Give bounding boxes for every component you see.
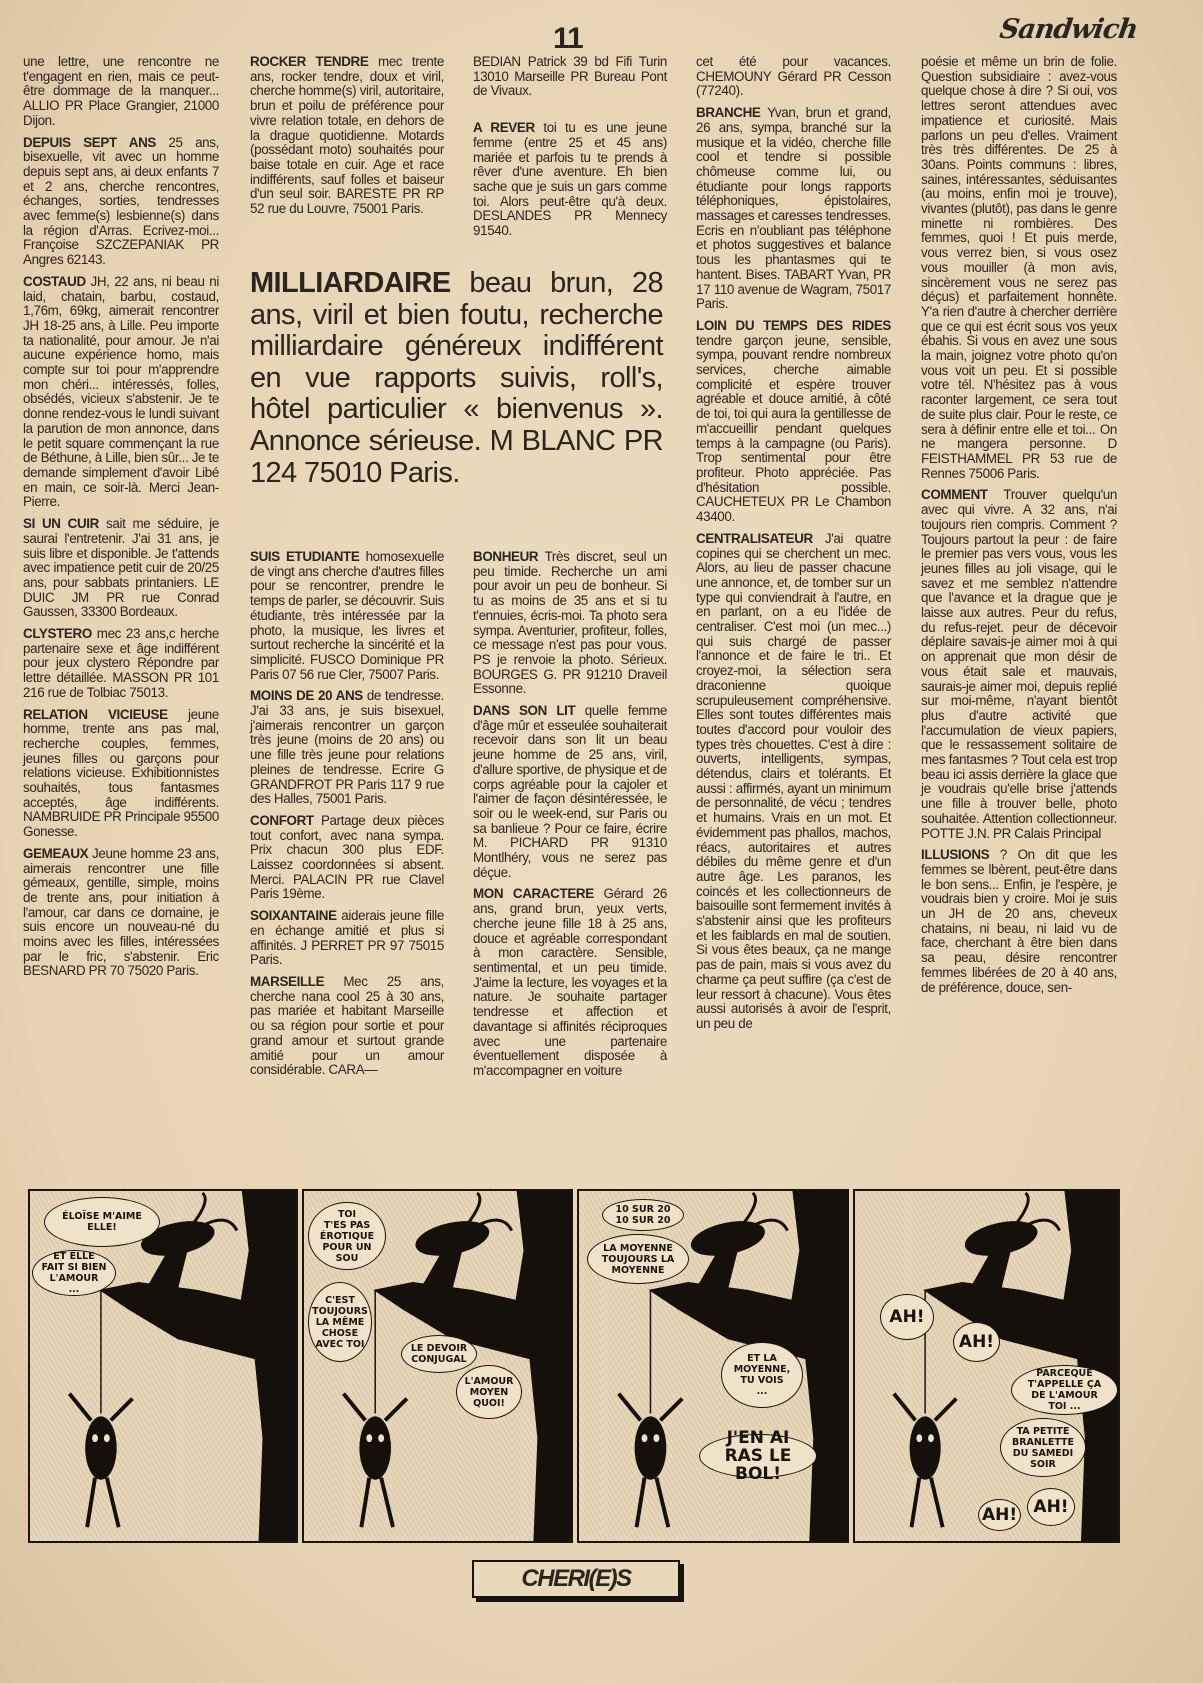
classified-ad	[250, 909, 444, 968]
figure-eye	[366, 1434, 372, 1442]
ad-heading: SUIS ETUDIANTE	[250, 549, 360, 564]
comic-panel-4	[853, 1189, 1120, 1543]
classified-ad	[473, 121, 667, 239]
classified-ad	[250, 550, 444, 682]
ad-body: Partage deux pièces tout confort, avec nana sympa. Prix chacun 300 plus EDF. Laissez coordonnées si absent. Merci. PALACIN PR rue Clavel Paris 19ème.	[250, 812, 444, 902]
classified-ad	[250, 55, 444, 217]
classified-ad	[250, 689, 444, 807]
classified-ad	[473, 704, 667, 880]
comic-artwork	[30, 1191, 296, 1541]
classified-ad	[473, 55, 667, 99]
ad-heading: DANS SON LIT	[473, 703, 576, 719]
ad-heading: ROCKER TENDRE	[250, 54, 369, 69]
speech-bubble: C'EST TOUJOURS LA MÊME CHOSE AVEC TOI	[308, 1282, 372, 1362]
ad-body: J'ai quatre copines qui se cherchent un mec. Alors, au lieu de passer chacune une annonce, et, de tomber sur un type qui conviendrait à l'autre, en en parlant, on a eu l'idée de centraliser. C'est moi (un mec...) qui suis chargé de passer l'annonce et de faire le tri.. Et croyez-moi, la sélection sera draconienne quoique scrupuleusement compréhensive. Elles sont toutes différentes mais toutes d'accord pour vouloir des types très chouettes. C'est à dire : ouverts, intelligents, sympas, détendus, clairs et tolérants. Et aussi : affirmés, ayant un minimum de personnalité, de vécu ; tendres et humains. Vrais en un mot. Et évidemment pas phallos, machos, réacs, autoritaires et autres débiles du même genre et d'un autre âge. Les paranos, les coincés et les collectionneurs de baisouille sont fermement invités à s'abstenir ainsi que les profiteurs et les faiblards en mal de soutien. Si vous êtes beaux, ça ne mange pas de pain, mais si vous avez du charme ça peut suffire (ça c'est de leur ressort à chacune). Vous êtes aussi autorisés à avoir de l'esprit, un peu de	[696, 530, 891, 1031]
ad-body: jeune homme, trente ans pas mal, recherche couples, femmes, jeunes filles ou garçons pour relations vicieuse. Exhibitionnistes souhaités, tous fantasmes acceptés, âge indifférents. NAMBRUIDE PR Principale 95500 Gonesse.	[23, 706, 219, 840]
column-2-top	[250, 55, 444, 224]
ad-body: quelle femme d'âge mûr et esseulée souhaiterait recevoir dans son lit un beau jeune homme de 25 ans, viril, d'allure sportive, de physique et de corps agréable pour la cajoler et l'aimer de façon désintéressée, le soir ou le week-end, sur Paris ou sa banlieue ? Pour ce faire, écrire M. PICHARD PR 91310 Montlhéry, vous ne serez pas déçue.	[473, 703, 667, 880]
ad-heading: CLYSTERO	[23, 626, 92, 642]
classified-ad	[250, 814, 444, 902]
classified-ad	[696, 106, 891, 312]
ad-body: mec 23 ans,c herche partenaire sexe et âge indifférent pour jeux clystero Répondre par lettre détaillée. MASSON PR 101 216 rue de Tolbiac 75013.	[23, 626, 219, 700]
ad-heading: COSTAUD	[23, 273, 86, 289]
speech-bubble: LE DEVOIR CONJUGAL	[401, 1335, 477, 1373]
featured-ad-heading: MILLIARDAIRE	[250, 267, 451, 299]
column-3-top	[473, 55, 667, 246]
ad-body: aiderais jeune fille en échange amitié et plus si affinités. J PERRET PR 97 75015 Paris.	[250, 908, 444, 968]
figure-eye	[378, 1434, 384, 1442]
speech-bubble: AH!	[880, 1294, 934, 1340]
ad-body: Yvan, brun et grand, 26 ans, sympa, branché sur la musique et la vidéo, cherche fille cool et tendre si possible chômeuse comme lui, ou étudiante pour longs rapports téléphoniques, épistolaires, massages et caresses tendresses. Ecris en n'oubliant pas téléphone et photos suggestives et balance tous les phantasmes qui te hantent. Bises. TABART Yvan, PR 17 110 avenue de Wagram, 75017 Paris.	[696, 105, 891, 312]
speech-bubble: AH!	[1027, 1488, 1075, 1526]
speech-bubble: L'AMOUR MOYEN QUOI!	[456, 1365, 522, 1419]
column-2-bottom	[250, 550, 444, 1085]
ad-body: mec trente ans, rocker tendre, doux et viril, cherche homme(s) viril, autoritaire, brun et poilu de préférence pour vivre relation totale, en dehors de la drague quotidienne. Motards (possédant moto) souhaités pour baise totale en cuir. Age et race indifférents, sauf folles et baiseur d'un seul soir. BARESTE PR RP 52 rue du Louvre, 75001 Paris.	[250, 54, 444, 217]
speech-bubble: AH!	[978, 1499, 1021, 1531]
classified-ad	[250, 975, 444, 1078]
column-5	[921, 55, 1117, 1002]
classified-ad	[696, 55, 891, 99]
ad-heading: ILLUSIONS	[921, 847, 990, 863]
classified-ad	[473, 887, 667, 1078]
ad-heading: CONFORT	[250, 812, 314, 828]
speech-bubble: ET ELLE FAIT SI BIEN L'AMOUR ...	[32, 1250, 116, 1296]
classified-ad	[23, 708, 219, 840]
speech-bubble: 10 SUR 20 10 SUR 20	[602, 1199, 684, 1231]
figure-eye	[916, 1434, 922, 1442]
figure-eye	[642, 1434, 648, 1442]
ad-body: Jeune homme 23 ans, aimerais rencontrer une fille gémeaux, gentille, simple, moins de trente ans, pour initiation à l'amour, car dans ce domaine, je suis encore un nouveau-né du moins avec les filles, intéressées par le fric, s'abstenir. Eric BESNARD PR 70 75020 Paris.	[23, 845, 219, 979]
classified-ad	[23, 517, 219, 620]
ad-heading: SI UN CUIR	[23, 516, 99, 532]
ad-body: JH, 22 ans, ni beau ni laid, chatain, barbu, costaud, 1,76m, 69kg, aimerait rencontrer JH 18-25 ans, à Lille. Peu importe ta nationalité, pour amour. Je n'ai aucune expérience homo, mais compte sur toi pour m'apprendre mon chéri... intéressés, folles, obsédés, vicieux s'abstenir. Je te donne rendez-vous le lundi suivant la parution de mon annonce, dans le petit square commençant la rue de Béthune, à Lille, bien sûr... Je te demande simplement d'avoir Libé en main, ce soir-là. Merci Jean-Pierre.	[23, 273, 219, 510]
lizard-neck	[423, 1250, 463, 1290]
featured-ad-body: beau brun, 28 ans, viril et bien foutu, recherche milliardaire généreux indifférent en vue rapports suivis, roll's, hôtel particulier « bienvenus ». Annonce sérieuse. M BLANC PR 124 75010 Paris.	[250, 267, 663, 489]
classified-ad	[23, 847, 219, 979]
figure-eye	[653, 1434, 659, 1442]
ad-heading: DEPUIS SEPT ANS	[23, 134, 156, 150]
ad-body: une lettre, une rencontre ne t'engagent en rien, mais ce peut-être dommage de la manquer... ALLIO PR Place Grangier, 21000 Dijon.	[23, 54, 219, 128]
ad-body: 25 ans, bisexuelle, vit avec un homme depuis sept ans, ai deux enfants 7 et 2 ans, cherche rencontres, échanges, sorties, tendresses avec femme(s) lesbienne(s) dans la région d'Arras. Ecrivez-moi... Françoise SZCZEPANIAK PR Angres 62143.	[23, 134, 219, 268]
speech-bubble: AH!	[953, 1322, 1000, 1362]
ad-heading: GEMEAUX	[23, 845, 89, 861]
featured-ad	[250, 268, 663, 489]
speech-bubble: LA MOYENNE TOUJOURS LA MOYENNE	[587, 1234, 689, 1284]
classified-ad	[921, 55, 1117, 481]
page-number: 11	[553, 22, 583, 55]
hanging-figure-body	[359, 1416, 391, 1479]
comic-panel-1	[28, 1189, 298, 1543]
ad-heading: BONHEUR	[473, 549, 539, 564]
classified-ad	[696, 319, 891, 525]
lizard-neck	[698, 1250, 738, 1290]
ad-body: BEDIAN Patrick 39 bd Fifi Turin 13010 Marseille PR Bureau Pont de Vivaux.	[473, 54, 667, 99]
speech-bubble: ÉLOÏSE M'AIME ELLE!	[44, 1197, 160, 1247]
column-4	[696, 55, 891, 1039]
classified-ad	[696, 532, 891, 1032]
ad-heading: MOINS DE 20 ANS	[250, 688, 363, 704]
figure-eye	[104, 1434, 110, 1442]
ad-body: toi tu es une jeune femme (entre 25 et 45 ans) mariée et parfois tu te prends à rêver d'une aventure. Eh bien sache que je suis un gars comme toi. Alors peut-être qu'à deux. DESLANDES PR Mennecy 91540.	[473, 120, 667, 239]
classified-ad	[23, 55, 219, 129]
ad-heading: RELATION VICIEUSE	[23, 706, 168, 722]
hanging-figure-body	[85, 1416, 117, 1479]
speech-bubble: PARCEQUE T'APPELLE ÇA DE L'AMOUR TOI ...	[1011, 1365, 1118, 1415]
ad-body: sait me séduire, je saurai l'entretenir. J'ai 31 ans, je suis libre et disponible. Je t'attends avec impatience petit cuir de 20/25 ans, pour sabbats printaniers. LE DUIC JM PR rue Conrad Gaussen, 33300 Bordeaux.	[23, 516, 219, 620]
lizard-neck	[972, 1250, 1011, 1290]
ad-body: ? On dit que les femmes se lbèrent, peut-être dans le bon sens... Enfin, je l'espère, je voudrais bien y croire. Moi je suis un JH de 20 ans, cheveux chatains, ni beau, ni laid vu de face, cherchant à être bien dans sa peau, désire rencontrer femmes libérées de 20 à 40 ans, de préférence, douce, sen-	[921, 847, 1117, 995]
ad-body: homosexuelle de vingt ans cherche d'autres filles pour se rencontrer, prendre le temps de parler, se découvrir. Suis étudiante, très intéressée par la photo, la musique, les livres et surtout recherche la sincérité et la simplicité. FUSCO Dominique PR Paris 07 56 rue Cler, 75007 Paris.	[250, 549, 444, 682]
ad-heading: MARSEILLE	[250, 973, 325, 989]
ad-body: Gérard 26 ans, grand brun, yeux verts, cherche jeune fille 18 à 25 ans, douce et agréable correspondant à mon caractère. Sensible, sentimental, et un peu timide. J'aime la lecture, les voyages et la nature. Je souhaite partager tendresse et affection et davantage si affinités réciproques avec une partenaire éventuellement disposée à m'accompagner en voiture	[473, 886, 667, 1078]
comic-panel-3	[577, 1189, 849, 1543]
ad-body: tendre garçon jeune, sensible, sympa, pouvant rendre nombreux services, cherche aimable complicité et espère trouver agréable et douce amitié, à côté de toi, toi qui aura la gentillesse de m'accueillir pendant quelques temps à la campagne (ou Paris). Trop sentimental pour être profiteur. Photo appréciée. Pas d'hésitation possible. CAUCHETEUX PR Le Chambon 43400.	[696, 332, 891, 525]
ad-heading: A REVER	[473, 120, 535, 136]
classified-ad	[921, 848, 1117, 995]
ad-body: cet été pour vacances. CHEMOUNY Gérard PR Cesson (77240).	[696, 54, 891, 99]
ad-body: poésie et même un brin de folie. Question subsidiaire : avez-vous quelque chose à dire ? Si oui, vos lettres seront attendues avec impatience et curiosité. Mais parlons un peu d'elles. Vraiment très très différentes. De 25 à 30ans. Points communs : libres, saines, intéressantes, séduisantes (au moins, enfin moi je trouve), vivantes (plutôt), pas dans le genre minette ni rombières. Des femmes, quoi ! Et puis merde, vous verrez bien, si vous osez vous mouiller (à mon avis, sincèrement vous ne serez pas déçus) et parfaitement honnête. Y'a rien d'autre à chercher derrière que ce qui est écrit sous vos yeux ébahis. Si vous en avez une sous la main, joignez votre photo qu'on vous voit un peu. Et si possible votre tél. N'hésitez pas à vous raconter largement, ce sera tout de suite plus clair. Pour le reste, ce sera à définir entre elle et toi... On ne mangera personne. D FEISTHAMMEL PR 53 rue de Rennes 75006 Paris.	[921, 54, 1117, 481]
section-title: CHERI(E)S	[521, 1565, 631, 1592]
classified-ad	[473, 550, 667, 697]
publication-logo: Sandwich	[997, 14, 1140, 45]
classified-ad	[23, 275, 219, 510]
speech-bubble: ET LA MOYENNE, TU VOIS ...	[721, 1342, 803, 1408]
ad-body: Trouver quelqu'un avec qui vivre. A 32 ans, n'ai toujours rien compris. Comment ? Toujours partout la peur : de faire le premier pas vers vous, vous les jeunes filles au joli visage, qui le savez et me semblez n'attendre que l'avance et la drague que je laisse aux autres. Peur du refus, du refus-rejet. peur de décevoir déplaire savais-je aimer moi à qui on apprenait que mon désir de vous était sale et mauvais, saurais-je aimer moi, depuis replié sur moi-même, n'ayant bientôt plus d'autre activité que l'accumulation de vieux papiers, que le ressassement solitaire de mes fantasmes ? Tout cela est trop beau ici assis derrière la glace que je voudrais qu'elle brise j'attends une fille à trouver belle, photo souhaitée. Attention collectionneur. POTTE J.N. PR Calais Principal	[921, 487, 1117, 841]
classified-ad	[23, 136, 219, 268]
figure-eye	[92, 1434, 98, 1442]
classified-ad	[23, 627, 219, 701]
ad-heading: COMMENT	[921, 487, 988, 503]
section-title-box	[472, 1560, 680, 1598]
hanging-figure-body	[910, 1416, 941, 1479]
ad-body: de tendresse. J'ai 33 ans, je suis bisexuel, j'aimerais rencontrer un garçon très jeune (moins de 20 ans) ou une fille très jeune pour relations pleines de tendresse. Ecrire G GRANDFROT PR Paris 117 9 rue des Halles, 75001 Paris.	[250, 688, 445, 807]
ad-heading: LOIN DU TEMPS DES RIDES	[696, 317, 891, 333]
ad-heading: CENTRALISATEUR	[696, 530, 813, 546]
classified-ad	[921, 488, 1117, 841]
ad-body: Très discret, seul un peu timide. Recherche un ami pour avoir un peu de bonheur. Si tu as moins de 35 ans et si tu t'ennuies, écris-moi. Ta photo sera sympa. Aventurier, profiteur, folles, ce message n'est pas pour vous. PS je renvoie la photo. Sérieux. BOURGES G. PR 91210 Draveil Essonne.	[473, 549, 667, 697]
lizard-neck	[148, 1250, 187, 1290]
comic-panel-2	[302, 1189, 573, 1543]
speech-bubble: TA PETITE BRANLETTE DU SAMEDI SOIR	[1000, 1418, 1086, 1477]
speech-bubble: J'EN AI RAS LE BOL!	[699, 1434, 817, 1478]
ad-heading: BRANCHE	[696, 105, 761, 121]
ad-heading: MON CARACTERE	[473, 886, 594, 902]
ad-heading: SOIXANTAINE	[250, 908, 337, 924]
hanging-figure-body	[635, 1416, 667, 1479]
ad-body: Mec 25 ans, cherche nana cool 25 à 30 ans, pas mariée et habitant Marseille ou sa région pour sortie et pour grand amour et surtout grande amitié pour un amour considérable. CARA—	[250, 973, 444, 1078]
column-3-bottom	[473, 550, 667, 1086]
speech-bubble: TOI T'ES PAS ÉROTIQUE POUR UN SOU	[308, 1202, 386, 1270]
column-1	[23, 55, 219, 986]
figure-eye	[928, 1434, 934, 1442]
